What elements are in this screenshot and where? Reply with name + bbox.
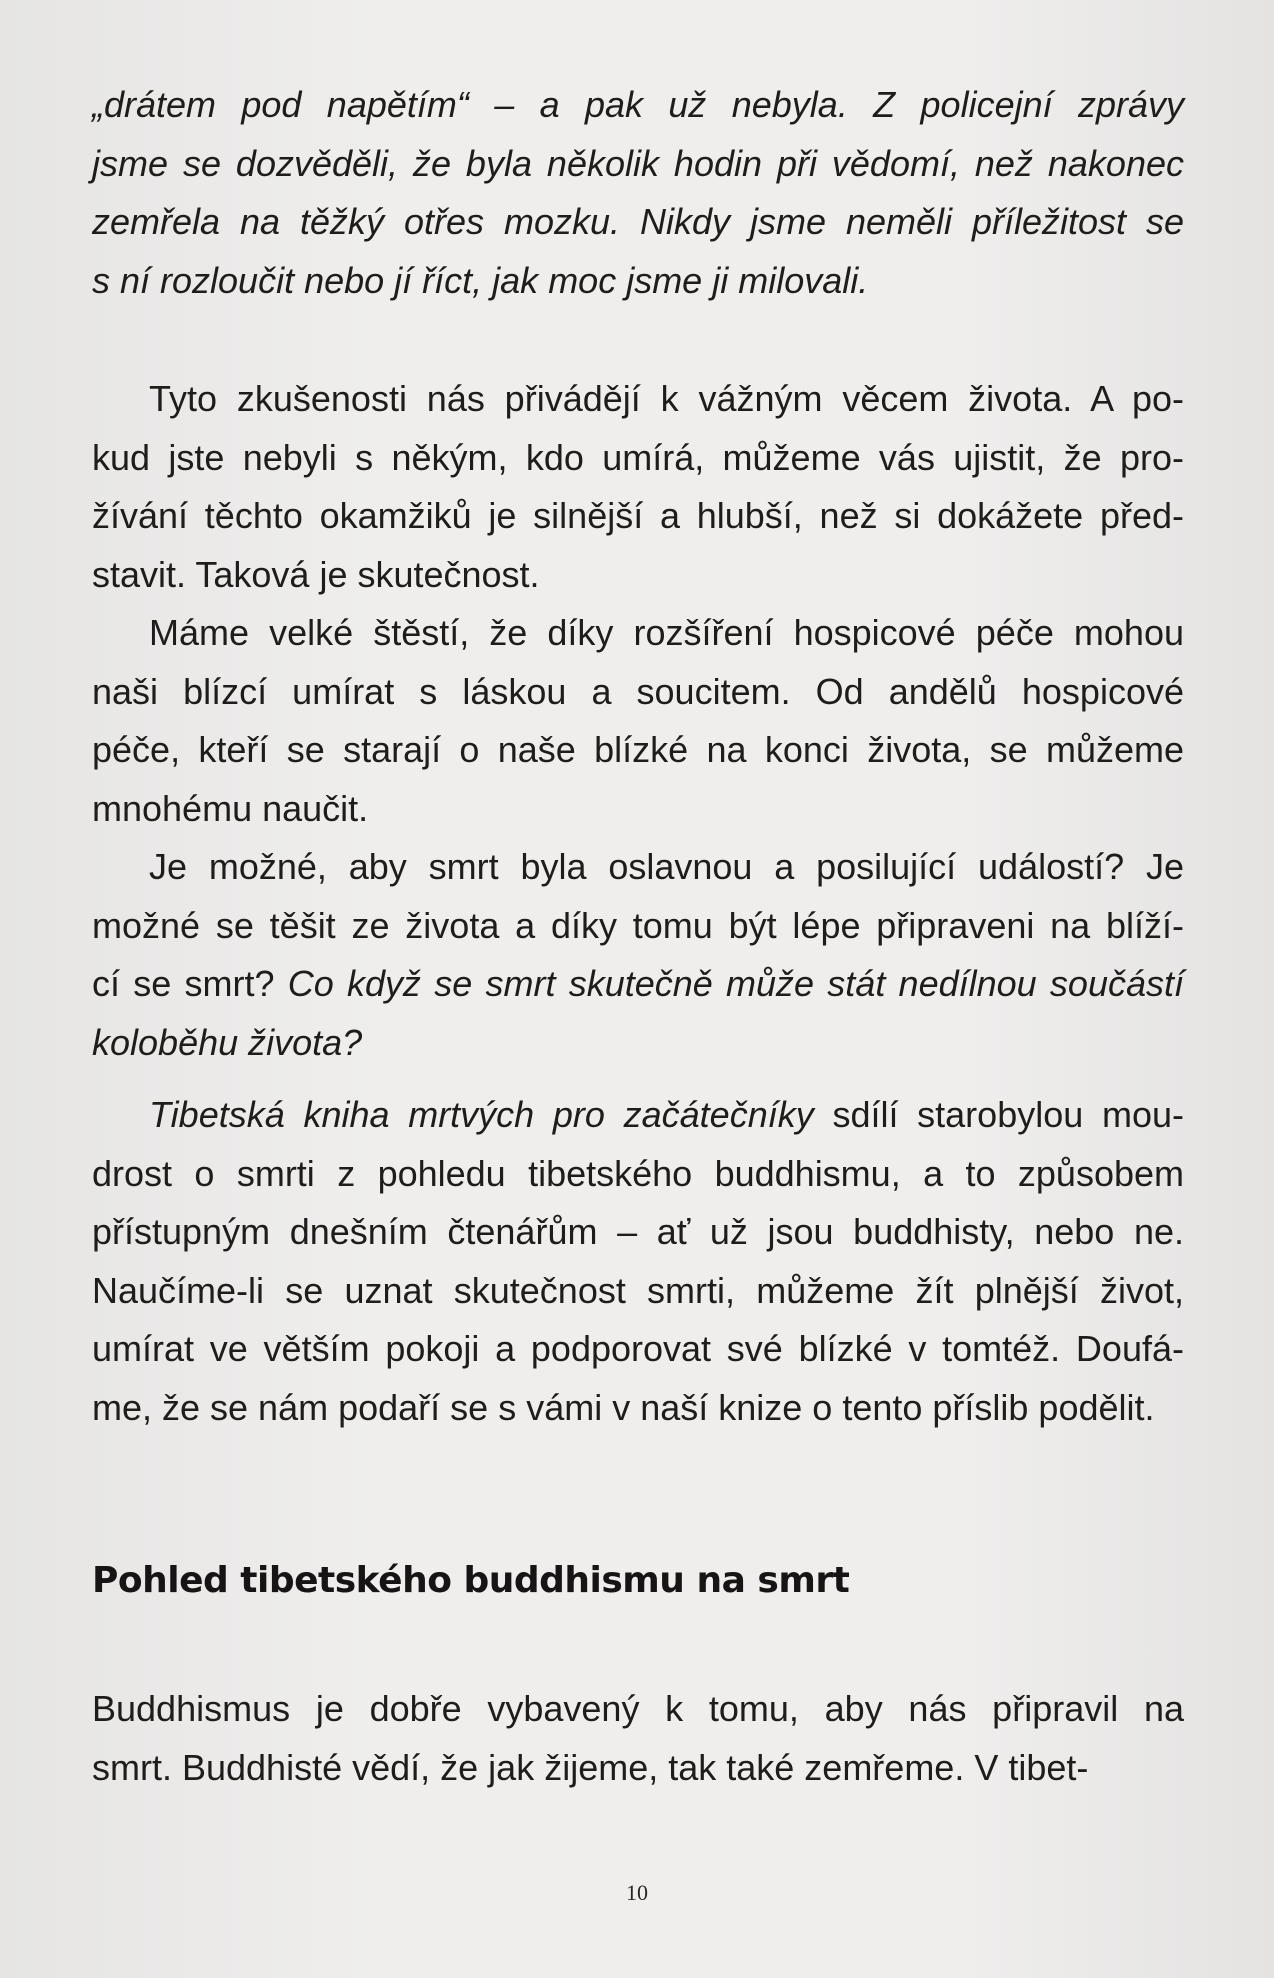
paragraph-1 bbox=[92, 76, 1184, 310]
text-line: žívání těchto okamžiků je silnější a hlubší, než si dokážete před- bbox=[92, 495, 1184, 536]
text-line: s ní rozloučit nebo jí říct, jak moc jsme ji milovali. bbox=[92, 259, 869, 301]
text-line: zemřela na těžký otřes mozku. Nikdy jsme neměli příležitost se bbox=[92, 201, 1184, 242]
text-line: stavit. Taková je skutečnost. bbox=[92, 553, 540, 595]
text-line: Tyto zkušenosti nás přivádějí k vážným věcem života. A po- bbox=[149, 378, 1184, 419]
paragraph-3 bbox=[92, 604, 1184, 838]
text-line: umírat ve větším pokoji a podporovat své blízké v tomtéž. Doufá- bbox=[92, 1328, 1184, 1369]
paragraph-4 bbox=[92, 838, 1184, 1072]
text-line-mixed bbox=[92, 1086, 1184, 1145]
section-heading: Pohled tibetského buddhismu na smrt bbox=[92, 1560, 850, 1601]
text-line-mixed bbox=[92, 955, 1184, 1014]
text-line: možné se těšit ze života a díky tomu být lépe připraveni na blíží- bbox=[92, 904, 1184, 946]
page-number: 10 bbox=[626, 1880, 648, 1905]
text-line: Naučíme-li se uznat skutečnost smrti, můžeme žít plnější život, bbox=[92, 1269, 1184, 1311]
text-segment: sdílí starobylou mou- bbox=[832, 1094, 1184, 1135]
text-line: přístupným dnešním čtenářům – ať už jsou buddhisty, nebo ne. bbox=[92, 1211, 1184, 1252]
text-segment-italic: Co když se smrt skutečně může stát nedílnou součástí bbox=[287, 963, 1184, 1004]
paragraph-2 bbox=[92, 370, 1184, 604]
text-line: Buddhismus je dobře vybavený k tomu, aby nás připravil na bbox=[92, 1688, 1184, 1729]
text-line: smrt. Buddhisté vědí, že jak žijeme, tak také zemřeme. V tibet- bbox=[92, 1746, 1089, 1788]
paragraph-6 bbox=[92, 1680, 1184, 1797]
book-title-italic: Tibetská kniha mrtvých pro začátečníky bbox=[149, 1094, 814, 1135]
text-segment: cí se smrt? bbox=[92, 963, 275, 1004]
text-line: mnohému naučit. bbox=[92, 787, 369, 829]
text-line: „drátem pod napětím“ – a pak už nebyla. Z policejní zprávy bbox=[92, 84, 1184, 125]
paragraph-5 bbox=[92, 1086, 1184, 1437]
text-line: jsme se dozvěděli, že byla několik hodin při vědomí, než nakonec bbox=[92, 142, 1184, 184]
text-line: péče, kteří se starají o naše blízké na konci života, se můžeme bbox=[92, 729, 1184, 770]
text-line: me, že se nám podaří se s vámi v naší knize o tento příslib podělit. bbox=[92, 1386, 1155, 1428]
text-line: Máme velké štěstí, že díky rozšíření hospicové péče mohou bbox=[149, 612, 1184, 653]
text-line: naši blízcí umírat s láskou a soucitem. Od andělů hospicové bbox=[92, 670, 1184, 712]
text-line: koloběhu života? bbox=[92, 1021, 363, 1063]
text-line: drost o smrti z pohledu tibetského buddhismu, a to způsobem bbox=[92, 1152, 1184, 1194]
text-line: kud jste nebyli s někým, kdo umírá, můžeme vás ujistit, že pro- bbox=[92, 436, 1184, 478]
text-line: Je možné, aby smrt byla oslavnou a posilující událostí? Je bbox=[149, 846, 1184, 887]
